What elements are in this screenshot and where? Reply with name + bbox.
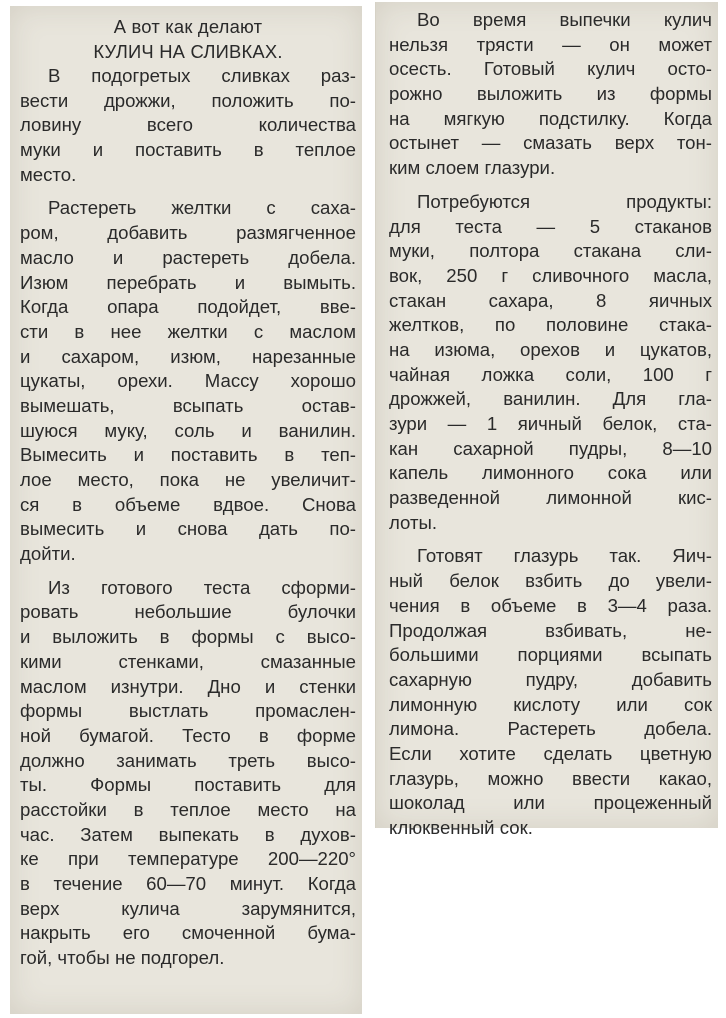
text-line: Когда опара подойдет, вве-	[20, 296, 356, 318]
text-line: осесть. Готовый кулич осто-	[389, 58, 712, 80]
text-line: кан сахарной пудры, 8—10	[389, 437, 712, 459]
text-line: рожно выложить из формы	[389, 83, 712, 105]
text-line: вымешать, всыпать остав-	[20, 394, 356, 416]
text-line: стакан сахара, 8 яичных	[389, 289, 712, 311]
paragraph	[20, 64, 356, 187]
newspaper-clipping-left	[10, 6, 362, 1014]
text-line: ровать небольшие булочки	[20, 601, 356, 623]
text-line: Готовят глазурь так. Яич-	[417, 545, 712, 567]
text-line: Изюм перебрать и вымыть.	[20, 271, 356, 293]
text-line: сахарную пудру, добавить	[389, 668, 712, 690]
left-column-text	[20, 64, 356, 971]
paragraph-gap	[20, 187, 356, 196]
text-line: в течение 60—70 минут. Когда	[20, 873, 356, 894]
text-line: муки и поставить в теплое	[20, 139, 356, 161]
text-line: нельзя трясти — он может	[389, 33, 712, 55]
text-line: капель лимонного сока или	[389, 462, 712, 484]
text-line: ты. Формы поставить для	[20, 774, 356, 796]
text-line: ловину всего количества	[20, 114, 356, 136]
text-line: глазурь, можно ввести какао,	[389, 767, 712, 789]
right-column-text	[389, 8, 712, 841]
text-line: расстойки в теплое место на	[20, 798, 356, 820]
text-line: Потребуются продукты:	[417, 190, 712, 212]
paragraph-gap	[389, 181, 712, 190]
text-line: должно занимать треть высо-	[20, 749, 356, 771]
text-line: ке при температуре 200—220°	[20, 848, 356, 870]
text-line: цукаты, орехи. Массу хорошо	[20, 370, 356, 392]
text-line: чайная ложка соли, 100 г	[389, 363, 712, 385]
text-line: разведенной лимонной кис-	[389, 487, 712, 509]
text-line: и сахаром, изюм, нарезанные	[20, 345, 356, 367]
text-line: Из готового теста сформи-	[48, 576, 356, 598]
text-line: формы выстлать промаслен-	[20, 700, 356, 722]
text-line: Если хотите сделать цветную	[389, 742, 712, 764]
text-line: верх кулича зарумянится,	[20, 897, 356, 919]
text-line: вести дрожжи, положить по-	[20, 89, 356, 111]
text-line: шуюся муку, соль и ванилин.	[20, 419, 356, 441]
text-line: зури — 1 яичный белок, ста-	[389, 413, 712, 434]
text-line: лимона. Растереть добела.	[389, 718, 712, 740]
text-line: ром, добавить размягченное	[20, 222, 356, 244]
recipe-title: КУЛИЧ НА СЛИВКАХ.	[93, 41, 283, 62]
text-line: Вымесить и поставить в теп-	[20, 444, 356, 466]
paragraph	[389, 544, 712, 840]
text-line: вымесить и снова дать по-	[20, 518, 356, 540]
text-line: ся в объеме вдвое. Снова	[20, 493, 356, 515]
paragraph-gap	[20, 567, 356, 576]
text-line: место.	[20, 163, 77, 185]
text-line: Продолжая взбивать, не-	[389, 619, 712, 641]
text-line: вок, 250 г сливочного масла,	[389, 264, 712, 286]
text-line: клюквенный сок.	[389, 817, 533, 838]
text-line: Во время выпечки кулич	[417, 9, 712, 30]
text-line: В подогретых сливках раз-	[48, 65, 356, 86]
text-line: на изюма, орехов и цукатов,	[389, 338, 712, 360]
text-line: ный белок взбить до увели-	[389, 570, 712, 592]
text-line: маслом изнутри. Дно и стенки	[20, 675, 356, 697]
text-line: масло и растереть добела.	[20, 246, 356, 268]
text-line: желтков, по половине стака-	[389, 314, 712, 336]
paragraph-gap	[389, 535, 712, 544]
text-line: чения в объеме в 3—4 раза.	[389, 594, 712, 616]
text-line: ким слоем глазури.	[389, 157, 556, 179]
text-line: Растереть желтки с саха-	[48, 197, 356, 219]
recipe-intro: А вот как делают	[113, 16, 263, 37]
text-line: и выложить в формы с высо-	[20, 626, 356, 648]
text-line: большими порциями всыпать	[389, 644, 712, 666]
text-line: муки, полтора стакана сли-	[389, 240, 712, 262]
text-line: час. Затем выпекать в духов-	[20, 823, 356, 845]
text-line: кими стенками, смазанные	[20, 650, 356, 672]
text-line: накрыть его смоченной бума-	[20, 922, 356, 944]
text-line: лоты.	[389, 511, 438, 533]
text-line: ной бумагой. Тесто в форме	[20, 724, 356, 746]
text-line: лимонную кислоту или сок	[389, 693, 712, 715]
text-line: сти в нее желтки с маслом	[20, 320, 356, 342]
text-line: остынет — смазать верх тон-	[389, 132, 712, 154]
text-line: гой, чтобы не подгорел.	[20, 947, 225, 969]
text-line: шоколад или процеженный	[389, 792, 712, 814]
paragraph	[20, 196, 356, 566]
paragraph	[389, 8, 712, 181]
text-line: лое место, пока не увеличит-	[20, 469, 356, 490]
paragraph	[389, 190, 712, 536]
text-line: дрожжей, ванилин. Для гла-	[389, 388, 712, 410]
paragraph	[20, 576, 356, 971]
text-line: на мягкую подстилку. Когда	[389, 107, 712, 129]
newspaper-clipping-right	[375, 2, 718, 838]
text-line: дойти.	[20, 543, 76, 565]
text-line: для теста — 5 стаканов	[389, 215, 712, 237]
